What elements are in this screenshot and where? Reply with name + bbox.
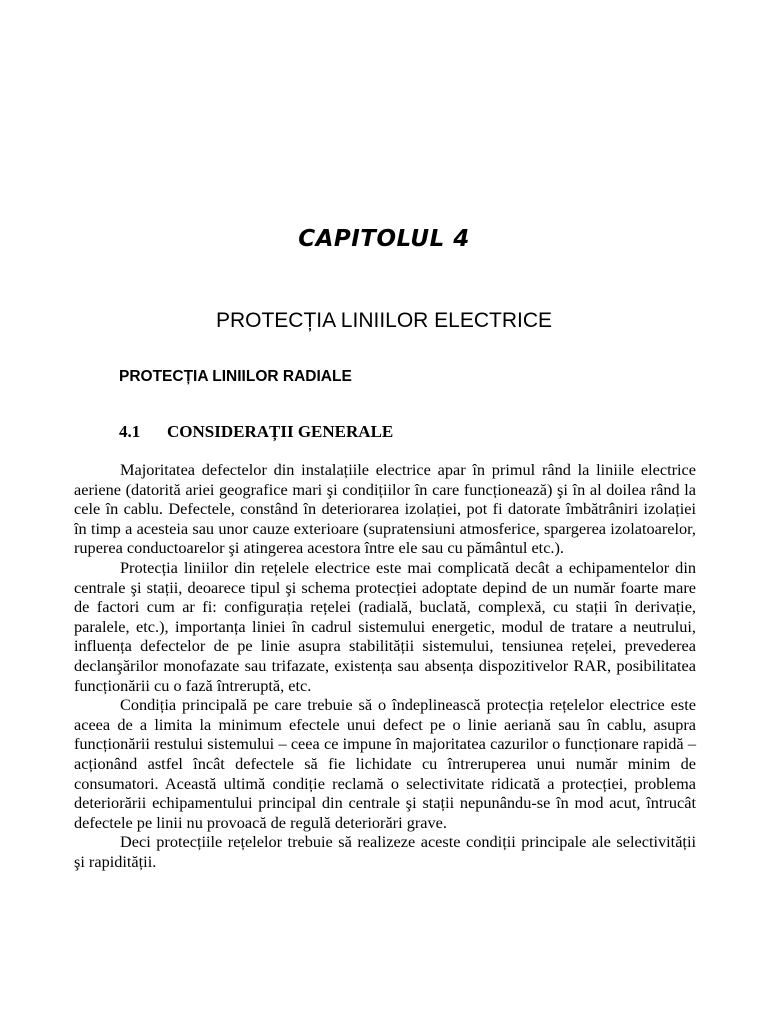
body-text [74,460,696,871]
section-number: 4.1 [119,422,141,441]
paragraph: Majoritatea defectelor din instalațiile electrice apar în primul rând la liniile electrice aeriene (datorită ariei geografice mari şi condițiilor în care funcționează) şi în al doilea rând la cele în cablu. Defectele, constând în deteriorarea izolației, pot fi datorate îmbătrâniri izolației în timp a acesteia sau unor cauze exterioare (supratensiuni atmosferice, spargerea izolatoarelor, ruperea conductoarelor şi atingerea acestora între ele sau cu pământul etc.). [74,460,696,558]
paragraph: Condiția principală pe care trebuie să o îndeplinească protecția rețelelor electrice este aceea de a limita la minimum efectele unui defect pe o linie aeriană sau în cablu, asupra funcționării restului sistemului – ceea ce impune în majoritatea cazurilor o funcționare rapidă – acționând astfel încât defectele să fie lichidate cu întreruperea unui număr minim de consumatori. Această ultimă condiție reclamă o selectivitate ridicată a protecției, problema deteriorării echipamentului principal din centrale şi stații nepunându-se în mod acut, întrucât defectele pe linii nu provoacă de regulă deteriorări grave. [74,695,696,832]
paragraph: Protecția liniilor din rețelele electrice este mai complicată decât a echipamentelor din centrale şi stații, deoarece tipul şi schema protecției adoptate depind de un număr foarte mare de factori cum ar fi: configurația rețelei (radială, buclată, complexă, cu stații în derivație, paralele, etc.), importanța liniei în cadrul sistemului energetic, modul de tratare a neutrului, influența defectelor de pe linie asupra stabilității sistemului, tensiunea rețelei, prevederea declanşărilor monofazate sau trifazate, existența sau absența dispozitivelor RAR, posibilitatea funcționării cu o fază întreruptă, etc. [74,557,696,695]
section-heading [119,422,393,442]
paragraph: Deci protecțiile rețelelor trebuie să realizeze aceste condiții principale ale selectivității şi rapidității. [74,832,696,871]
subtitle: PROTECȚIA LINIILOR RADIALE [119,368,352,385]
chapter-heading: CAPITOLUL 4 [298,226,470,252]
section-title: CONSIDERAȚII GENERALE [167,422,394,441]
chapter-title: PROTECȚIA LINIILOR ELECTRICE [215,309,553,332]
